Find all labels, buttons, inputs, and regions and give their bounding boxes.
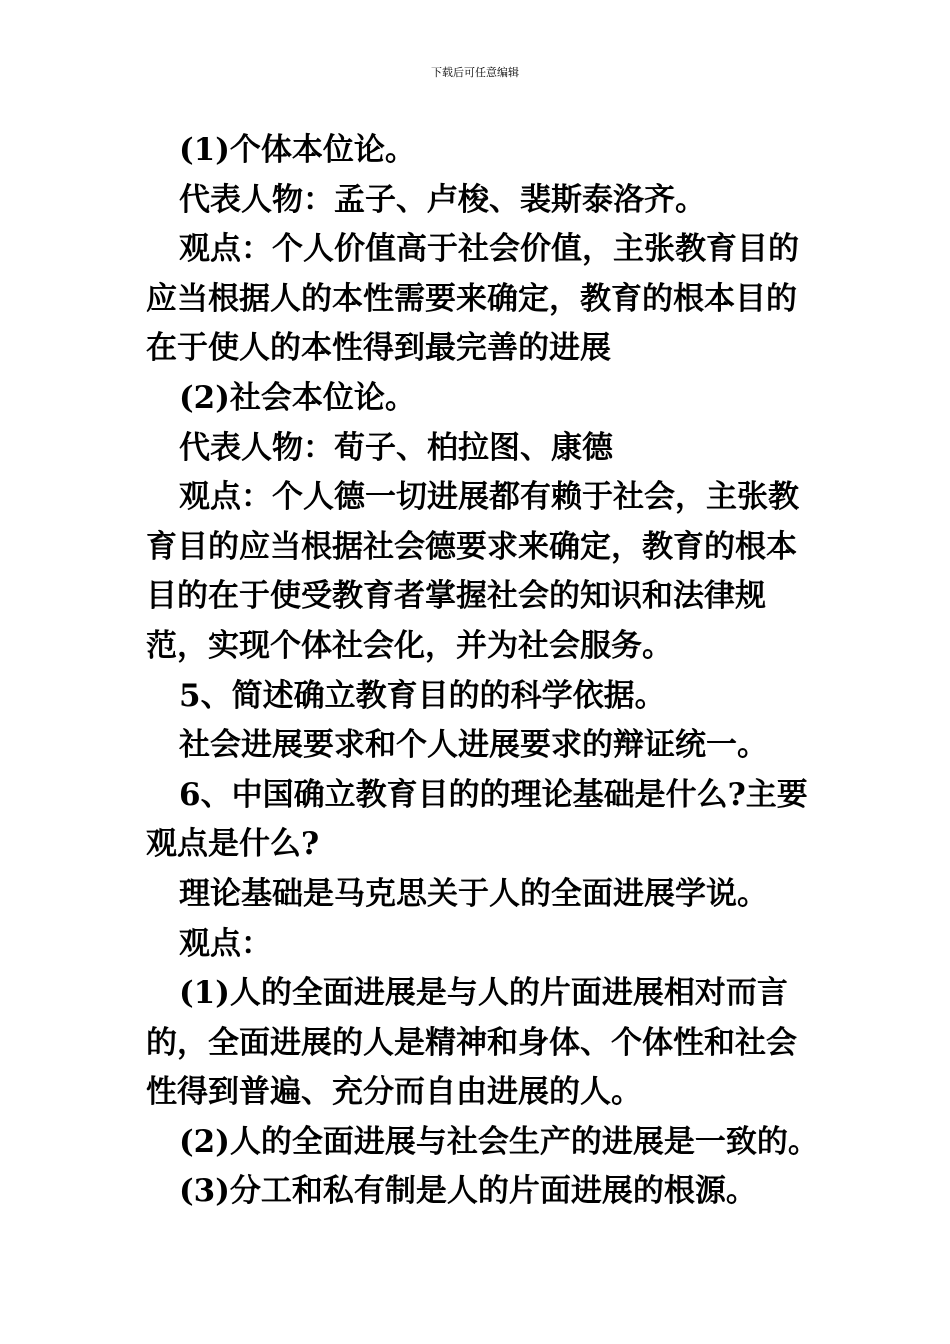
paragraph-individual-viewpoint: 观点：个人价值高于社会价值，主张教育目的应当根据人的本性需要来确定，教育的根本目的在于使人的本性得到最完善的进展 xyxy=(146,231,799,367)
paragraph-answer-5: 社会进展要求和个人进展要求的辩证统一。 xyxy=(179,727,768,764)
document-body xyxy=(146,126,826,1217)
paragraph-viewpoint-1: (1)人的全面进展是与人的片面进展相对而言的，全面进展的人是精神和身体、个体性和社会性得到普遍、充分而自由进展的人。 xyxy=(146,975,797,1111)
page-header: 下载后可任意编辑 xyxy=(431,66,519,79)
paragraph-social-representatives: 代表人物：荀子、柏拉图、康德 xyxy=(179,429,613,466)
paragraph-individual-representatives: 代表人物：孟子、卢梭、裴斯泰洛齐。 xyxy=(179,181,706,218)
paragraph-question-5: 5、简述确立教育目的的科学依据。 xyxy=(179,677,666,714)
paragraph-question-6: 6、中国确立教育目的的理论基础是什么?主要观点是什么? xyxy=(146,776,808,863)
paragraph-theory-basis: 理论基础是马克思关于人的全面进展学说。 xyxy=(179,875,768,912)
paragraph-viewpoint-label: 观点： xyxy=(179,925,272,962)
paragraph-social-standard-title: (2)社会本位论。 xyxy=(179,379,416,416)
paragraph-viewpoint-2: (2)人的全面进展与社会生产的进展是一致的。 xyxy=(179,1123,819,1160)
paragraph-social-viewpoint: 观点：个人德一切进展都有赖于社会，主张教育目的应当根据社会德要求来确定，教育的根本目的在于使受教育者掌握社会的知识和法律规范，实现个体社会化，并为社会服务。 xyxy=(146,479,799,664)
paragraph-viewpoint-3: (3)分工和私有制是人的片面进展的根源。 xyxy=(179,1173,757,1210)
paragraph-individual-standard-title: (1)个体本位论。 xyxy=(179,132,416,168)
